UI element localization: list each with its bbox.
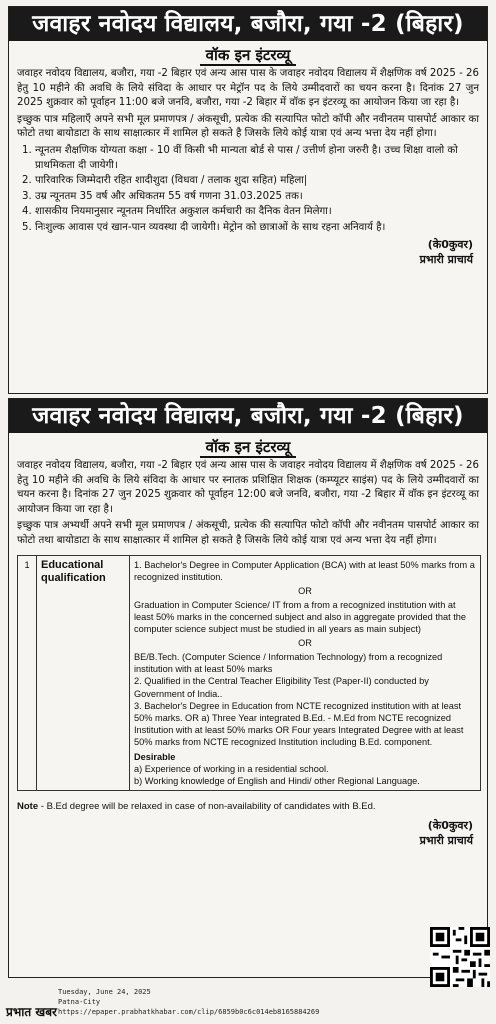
list-item: 3. उम्र न्यूनतम 35 वर्ष और अधिकतम 55 वर्ष गणना 31.03.2025 तक। bbox=[35, 190, 479, 205]
notice-title: जवाहर नवोदय विद्यालय, बजौरा, गया -2 (बिहार) bbox=[9, 7, 487, 41]
qr-code-icon bbox=[430, 927, 490, 987]
or-separator: OR bbox=[298, 638, 312, 649]
note: Note - B.Ed degree will be relaxed in case of non-availability of candidates with B.Ed. bbox=[17, 801, 376, 813]
desirable-item: b) Working knowledge of English and Hindi/ other Regional Language. bbox=[134, 776, 420, 787]
notice-paragraph: जवाहर नवोदय विद्यालय, बजौरा, गया -2 बिहार एवं अन्य आस पास के जवाहर नवोदय विद्यालय में शैक्षणिक वर्ष 2025 - 26 हेतु 10 महीने की अवधि के लिये संविदा के आधार पर मेट्रॉन पद के लिये उम्मीदवारों का चयन करना है। दिनांक 27 जुन 2025 शुक्रवार को पूर्वाहन 11:00 बजे जनवि, बजौरा, गया -2 बिहार में वॉक इन इंटरव्यू का आयोजन किया जा रहा है। bbox=[17, 68, 479, 109]
or-separator: OR bbox=[298, 585, 312, 596]
signatory-title: प्रभारी प्राचार्य bbox=[419, 252, 473, 266]
newspaper-logo: प्रभात खबर bbox=[6, 1005, 57, 1019]
list-item: 2. पारिवारिक जिम्मेदारी रहित शादीशुदा (विधवा / तलाक शुदा सहित) महिला| bbox=[35, 174, 479, 189]
notice-subtitle: वॉक इन इंटरव्यू bbox=[9, 45, 487, 65]
notice-title: जवाहर नवोदय विद्यालय, बजौरा, गया -2 (बिहार) bbox=[9, 399, 487, 433]
qualification-item: Graduation in Computer Science/ IT from a from a recognized institution with at least 50% marks in the concerned subject and also in aggregate provided that the computer science subject must be studied in all years as main subject) bbox=[134, 599, 466, 635]
desirable-item: a) Experience of working in a residential school. bbox=[134, 764, 329, 775]
notice-subtitle: वॉक इन इंटरव्यू bbox=[9, 437, 487, 457]
criteria-list bbox=[9, 144, 487, 236]
signatory-name: (के0कुवर) bbox=[427, 818, 473, 832]
notice-paragraph: जवाहर नवोदय विद्यालय, बजौरा, गया -2 बिहार एवं अन्य आस पास के जवाहर नवोदय विद्यालय में शैक्षणिक वर्ष 2025 - 26 हेतु 10 महीने की अवधि के लिये संविदा के आधार पर स्नातक प्रशिक्षित शिक्षक (कम्प्यूटर साइंस) पद के लिये उम्मीदवारों का चयन करना है। दिनांक 27 जुन 2025 शुक्रवार को पूर्वाहन 12:00 बजे जनवि, बजौरा, गया -2 बिहार में वॉक इन इंटरव्यू का आयोजन किया जा रहा है। bbox=[17, 460, 479, 515]
clip-edition: Patna-City bbox=[58, 998, 101, 1006]
notice-paragraph: इच्छुक पात्र अभ्यर्थी अपने सभी मूल प्रमाणपत्र / अंकसूची, प्रत्येक की सत्यापित फोटो कॉपी और नवीनतम पासपोर्ट आकार का फोटो तथा बायोडाटा के साथ साक्षात्कार में शामिल हो सकते है जिसके लिये कोई यात्रा एवं अन्य भत्ता देय नहीं होगा। bbox=[17, 520, 479, 546]
list-item: 1. न्यूनतम शैक्षणिक योग्यता कक्षा - 10 वीं किसी भी मान्यता बोर्ड से पास / उत्तीर्ण होना जरुरी है। उच्च शिक्षा वालो को प्राथमिकता दी जायेगी। bbox=[35, 144, 479, 173]
notice-paragraph: इच्छुक पात्र महिलाएँ अपने सभी मूल प्रमाणपत्र / अंकसूची, प्रत्येक की सत्यापित फोटो कॉपी और नवीनतम पासपोर्ट आकार का फोटो तथा बायोडाटा के साथ साक्षात्कार में शामिल हो सकते है जिसके लिये कोई यात्रा एवं अन्य भत्ता देय नहीं होगा। bbox=[17, 113, 479, 140]
signatory-title: प्रभारी प्राचार्य bbox=[419, 833, 473, 847]
row-label: Educational qualification bbox=[37, 555, 130, 791]
notice-teacher bbox=[8, 398, 488, 978]
qualification-cell bbox=[130, 555, 481, 791]
list-item: 4. शासकीय नियमानुसार न्यूनतम निर्धारित अकुशल कर्मचारी का दैनिक वेतन मिलेगा। bbox=[35, 205, 479, 220]
clip-footer bbox=[0, 985, 496, 1024]
clip-date: Tuesday, June 24, 2025 bbox=[58, 988, 151, 996]
qualification-table bbox=[17, 555, 481, 792]
clip-url[interactable]: https://epaper.prabhatkhabar.com/clip/6859b0c6c014eb8165884269 bbox=[58, 1008, 320, 1016]
qualification-item: 3. Bachelor's Degree in Education from NCTE recognized institution with at least 50% marks. OR a) Three Year integrated B.Ed. - M.Ed from NCTE recognized Institution with at least 50% marks OR Four years Integrated Degree with at least 50% marks from NCTE recognized Institution including B.Ed. component. bbox=[134, 700, 464, 747]
clip-meta bbox=[58, 987, 319, 1017]
signatory-name: (के0कुवर) bbox=[427, 237, 473, 251]
qualification-item: 1. Bachelor's Degree in Computer Application (BCA) with at least 50% marks from a recognized institution. bbox=[134, 559, 475, 582]
qualification-item: BE/B.Tech. (Computer Science / Information Technology) from a recognized institution with at least 50% marks bbox=[134, 652, 443, 675]
qualification-item: 2. Qualified in the Central Teacher Eligibility Test (Paper-II) conducted by Government of India.. bbox=[134, 676, 429, 699]
desirable-heading: Desirable bbox=[134, 751, 176, 762]
list-item: 5. निःशुल्क आवास एवं खान-पान व्यवस्था दी जायेगी। मेट्रोन को छात्राओं के साथ रहना अनिवार्य है। bbox=[35, 221, 479, 236]
row-number: 1 bbox=[18, 555, 37, 791]
notice-matron bbox=[8, 6, 488, 394]
table-row bbox=[18, 555, 481, 791]
